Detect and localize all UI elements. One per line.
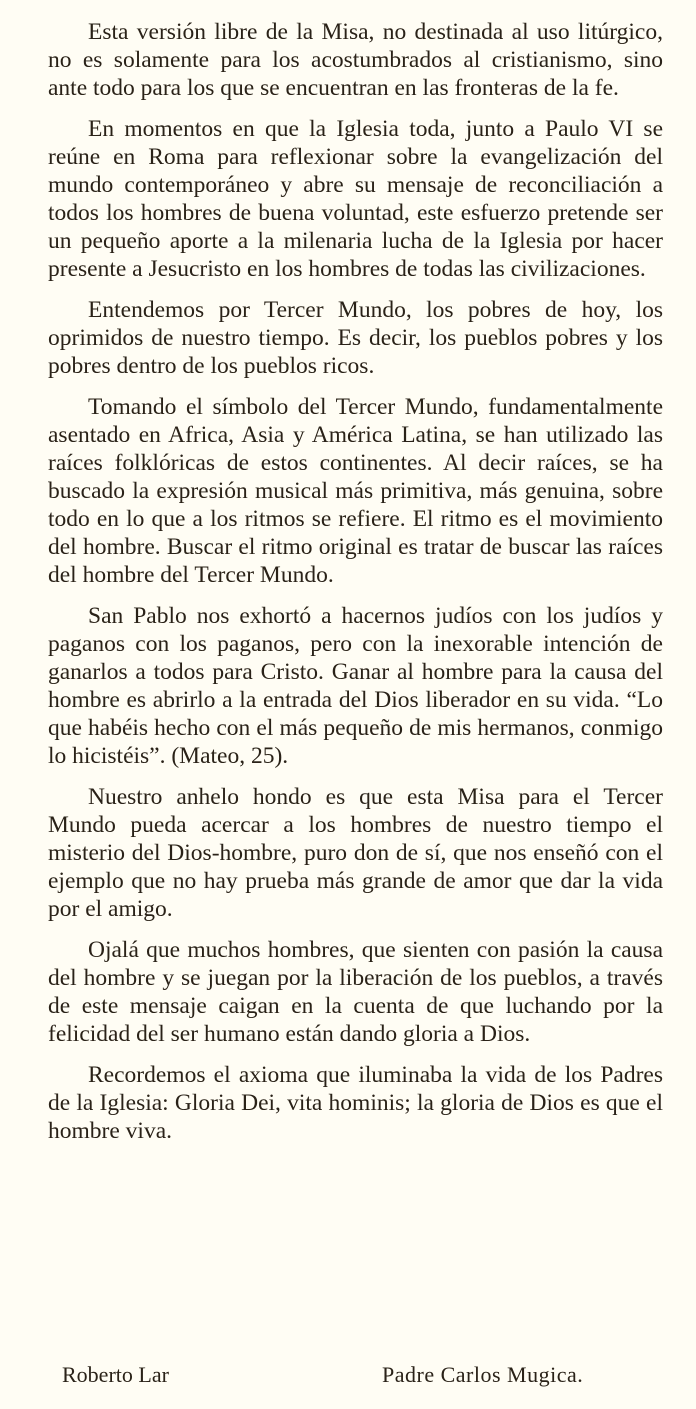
paragraph-8: Recordemos el axioma que iluminaba la vida de los Padres de la Iglesia: Gloria Dei, vita hominis; la gloria de Dios es que el hombre viva. bbox=[48, 1062, 663, 1144]
paragraph-2: En momentos en que la Iglesia toda, junto a Paulo VI se reúne en Roma para reflexionar sobre la evangelización del mundo contemporáneo y abre su mensaje de reconciliación a todos los hombres de buena voluntad, este esfuerzo pretende ser un pequeño aporte a la milenaria lucha de la Iglesia por hacer presente a Jesucristo en los hombres de todas las civilizaciones. bbox=[48, 116, 663, 282]
paragraph-7: Ojalá que muchos hombres, que sienten con pasión la causa del hombre y se juegan por la liberación de los pueblos, a través de este mensaje caigan en la cuenta de que luchando por la felicidad del ser humano están dando gloria a Dios. bbox=[48, 937, 663, 1047]
paragraph-3: Entendemos por Tercer Mundo, los pobres de hoy, los oprimidos de nuestro tiempo. Es decir, los pueblos pobres y los pobres dentro de los pueblos ricos. bbox=[48, 297, 663, 379]
body-text bbox=[48, 18, 663, 1158]
signature-roberto-lar: Roberto Lar bbox=[62, 1362, 169, 1387]
paragraph-4: Tomando el símbolo del Tercer Mundo, fundamentalmente asentado en Africa, Asia y América Latina, se han utilizado las raíces folklóricas de estos continentes. Al decir raíces, se ha buscado la expresión musical más primitiva, más genuina, sobre todo en lo que a los ritmos se refiere. El ritmo es el movimiento del hombre. Buscar el ritmo original es tratar de buscar las raíces del hombre del Tercer Mundo. bbox=[48, 394, 663, 588]
signature-carlos-mugica: Padre Carlos Mugica. bbox=[382, 1362, 584, 1387]
signatures bbox=[0, 1362, 696, 1402]
paragraph-1: Esta versión libre de la Misa, no destinada al uso litúrgico, no es solamente para los acostumbrados al cristianismo, sino ante todo para los que se encuentran en las fronteras de la fe. bbox=[48, 19, 663, 101]
paragraph-5: San Pablo nos exhortó a hacernos judíos con los judíos y paganos con los paganos, pero con la inexorable intención de ganarlos a todos para Cristo. Ganar al hombre para la causa del hombre es abrirlo a la entrada del Dios liberador en su vida. “Lo que habéis hecho con el más pequeño de mis hermanos, conmigo lo hicistéis”. (Mateo, 25). bbox=[48, 603, 663, 769]
paragraph-6: Nuestro anhelo hondo es que esta Misa para el Tercer Mundo pueda acercar a los hombres de nuestro tiempo el misterio del Dios-hombre, puro don de sí, que nos enseñó con el ejemplo que no hay prueba más grande de amor que dar la vida por el amigo. bbox=[48, 784, 663, 922]
